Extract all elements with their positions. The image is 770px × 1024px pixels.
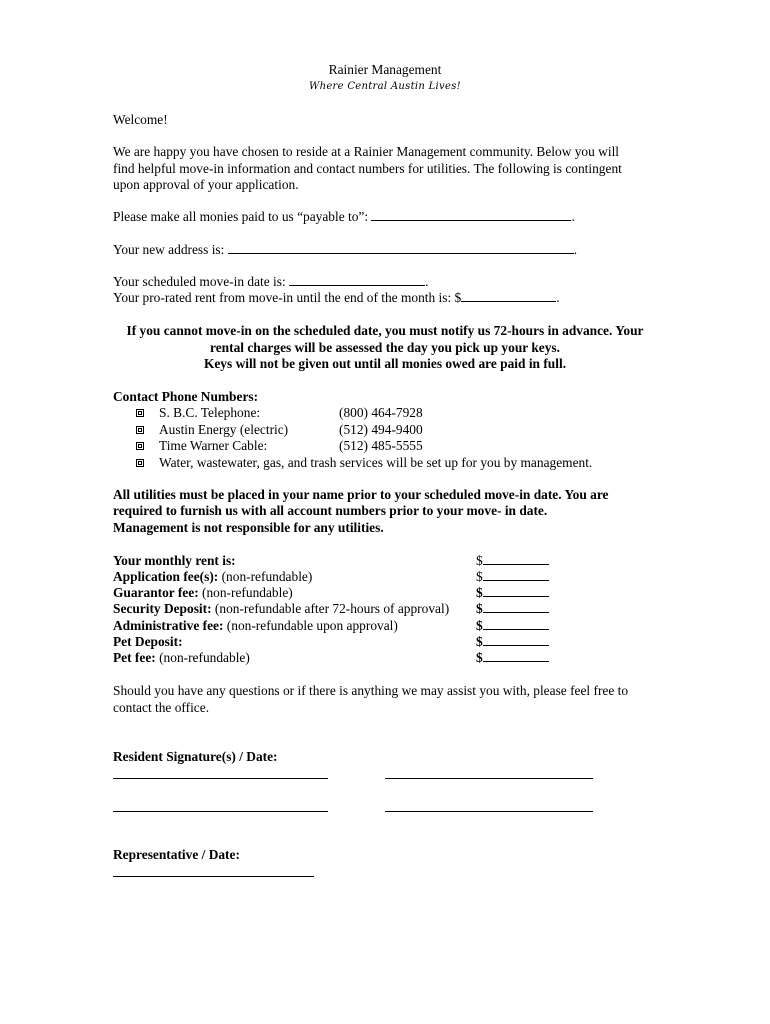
- notice-line-3: Keys will not be given out until all monies owed are paid in full.: [203, 356, 567, 371]
- fee-currency: $: [476, 634, 483, 649]
- fee-label: Administrative fee:: [113, 618, 224, 633]
- contacts-heading: Contact Phone Numbers:: [113, 389, 259, 404]
- resident-date-line[interactable]: [385, 778, 593, 779]
- fee-label: Guarantor fee:: [113, 585, 199, 600]
- fee-currency: $: [476, 618, 483, 633]
- questions-line-2: contact the office.: [113, 700, 210, 715]
- fee-currency: $: [476, 601, 483, 616]
- new-address-label: Your new address is:: [113, 242, 225, 257]
- utilities-line-1: All utilities must be placed in your name prior to your scheduled move-in date. You are: [113, 487, 609, 502]
- fee-note: (non-refundable upon approval): [223, 618, 398, 633]
- contact-phone: (512) 485-5555: [339, 438, 423, 453]
- resident-signature-line[interactable]: [113, 778, 328, 779]
- fee-currency: $: [476, 569, 483, 584]
- checkbox-icon[interactable]: [136, 442, 144, 450]
- fee-label: Pet fee:: [113, 650, 156, 665]
- checkbox-icon[interactable]: [136, 459, 144, 467]
- resident-signature-line[interactable]: [113, 811, 328, 812]
- fee-note: (non-refundable): [155, 650, 250, 665]
- fee-amount-field[interactable]: [483, 618, 549, 630]
- new-address-field[interactable]: [228, 242, 574, 254]
- company-tagline: Where Central Austin Lives!: [309, 81, 461, 92]
- resident-signature-heading: Resident Signature(s) / Date:: [113, 749, 278, 764]
- fee-label: Pet Deposit:: [113, 634, 183, 649]
- fee-amount-field[interactable]: [483, 650, 549, 662]
- contact-phone: (512) 494-9400: [339, 422, 423, 437]
- contact-name: Water, wastewater, gas, and trash services will be set up for you by management.: [159, 455, 593, 470]
- utilities-line-2: required to furnish us with all account numbers prior to your move- in date.: [113, 503, 548, 518]
- fee-amount-field[interactable]: [483, 569, 549, 581]
- questions-line-1: Should you have any questions or if there is anything we may assist you with, please feel free to: [113, 683, 629, 698]
- fee-label: Application fee(s):: [113, 569, 219, 584]
- fee-note: (non-refundable): [218, 569, 313, 584]
- representative-heading: Representative / Date:: [113, 847, 240, 862]
- fee-amount-field[interactable]: [483, 601, 549, 613]
- prorated-rent-label: Your pro-rated rent from move-in until the end of the month is: $: [113, 290, 462, 305]
- fee-label: Security Deposit:: [113, 601, 212, 616]
- welcome-heading: Welcome!: [113, 112, 168, 127]
- intro-line-1: We are happy you have chosen to reside at a Rainier Management community. Below you will: [113, 144, 620, 159]
- fee-note: (non-refundable): [198, 585, 293, 600]
- notice-line-1: If you cannot move-in on the scheduled date, you must notify us 72-hours in advance. Your: [126, 323, 644, 338]
- checkbox-icon[interactable]: [136, 409, 144, 417]
- fee-amount-field[interactable]: [483, 553, 549, 565]
- move-in-date-label: Your scheduled move-in date is:: [113, 274, 286, 289]
- prorated-rent-field[interactable]: [461, 290, 556, 302]
- payable-to-field[interactable]: [371, 209, 571, 221]
- company-name: Rainier Management: [328, 62, 442, 77]
- prorated-rent-row: Your pro-rated rent from move-in until the end of the month is: $ .: [113, 290, 560, 305]
- move-in-date-row: Your scheduled move-in date is: .: [113, 274, 429, 289]
- move-in-date-field[interactable]: [289, 274, 425, 286]
- fee-currency: $: [476, 553, 483, 568]
- contact-name: S. B.C. Telephone:: [159, 405, 261, 420]
- payable-to-label: Please make all monies paid to us “payable to”:: [113, 209, 369, 224]
- contact-name: Austin Energy (electric): [159, 422, 289, 437]
- contact-name: Time Warner Cable:: [159, 438, 268, 453]
- intro-line-3: upon approval of your application.: [113, 177, 299, 192]
- checkbox-icon[interactable]: [136, 426, 144, 434]
- intro-line-2: find helpful move-in information and contact numbers for utilities. The following is contingent: [113, 161, 622, 176]
- contact-phone: (800) 464-7928: [339, 405, 423, 420]
- new-address-row: Your new address is: .: [113, 242, 578, 257]
- payable-to-row: Please make all monies paid to us “payable to”: .: [113, 209, 575, 224]
- notice-line-2: rental charges will be assessed the day you pick up your keys.: [210, 340, 560, 355]
- fee-note: (non-refundable after 72-hours of approval): [211, 601, 450, 616]
- fee-label: Your monthly rent is:: [113, 553, 236, 568]
- utilities-line-3: Management is not responsible for any utilities.: [113, 520, 384, 535]
- fee-amount-field[interactable]: [483, 634, 549, 646]
- resident-date-line[interactable]: [385, 811, 593, 812]
- fee-currency: $: [476, 650, 483, 665]
- fee-currency: $: [476, 585, 483, 600]
- fee-amount-field[interactable]: [483, 585, 549, 597]
- representative-signature-line[interactable]: [113, 876, 314, 877]
